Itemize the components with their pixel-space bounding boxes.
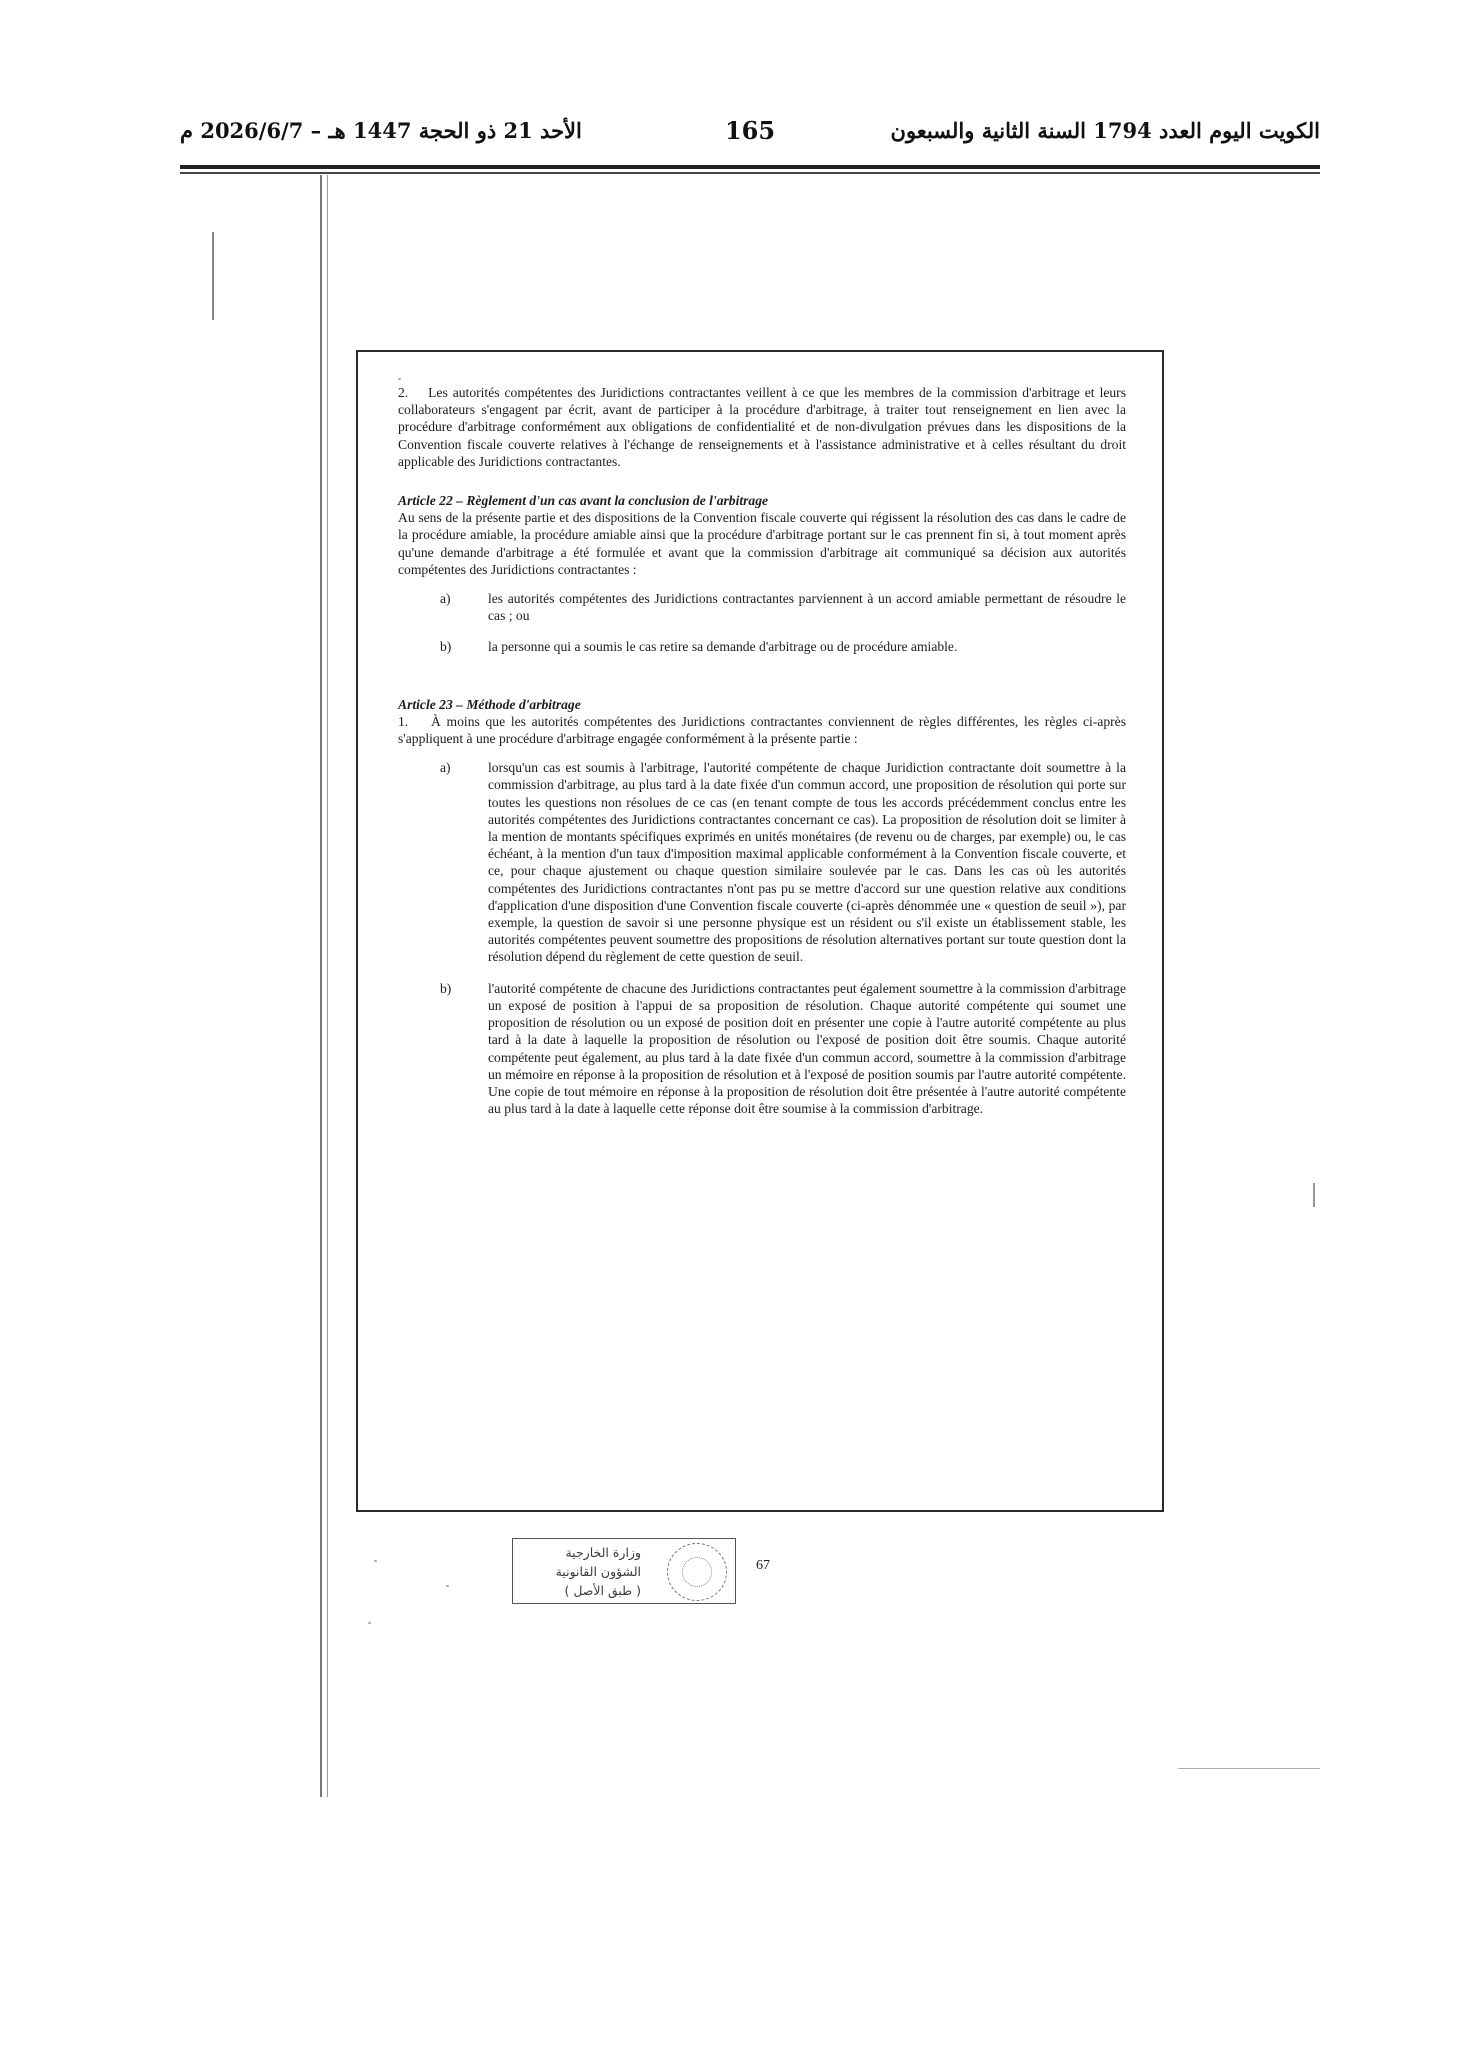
gazette-page-number: 165 [724, 116, 776, 145]
scan-speck [368, 1622, 371, 1624]
article23-title: Article 23 – Méthode d'arbitrage [398, 696, 581, 712]
article23-intro: 1. À moins que les autorités compétentes des Juridictions contractantes conviennent de règles différentes, les règles ci-après s'appliquent à une procédure d'arbitrage engagée conformément à la présente partie : [398, 713, 1126, 747]
gazette-issue: الكويت اليوم العدد 1794 السنة الثانية والسبعون [890, 118, 1320, 143]
list-item [398, 759, 1126, 965]
seal-icon [667, 1543, 727, 1601]
scan-bottom-line [1178, 1768, 1320, 1769]
article21-paragraph-2: 2. Les autorités compétentes des Juridictions contractantes veillent à ce que les membres de la commission d'arbitrage et leurs collaborateurs s'engagent par écrit, avant de participer à la procédure d'arbitrage, à traiter tout renseignement en lien avec la procédure d'arbitrage conformément aux obligations de confidentialité et de non-divulgation prévues dans les dispositions de la Convention fiscale couverte relatives à l'échange de renseignements et à l'assistance administrative et à celles résultant du droit applicable des Juridictions contractantes. [398, 385, 1126, 469]
gazette-date: الأحد 21 ذو الحجة 1447 هـ – 2026/6/7 م [180, 118, 582, 143]
list-item [398, 638, 1126, 655]
list-item-text: les autorités compétentes des Juridictions contractantes parviennent à un accord amiable permettant de résoudre le cas ; ou [488, 591, 1126, 624]
list-item-text: l'autorité compétente de chacune des Juridictions contractantes peut également soumettre à la commission d'arbitrage un exposé de position à l'appui de sa proposition de résolution. Chaque autorité compétente qui soumet une proposition de résolution ou un exposé de position doit en présenter une copie à l'autre autorité compétente au plus tard à la date à laquelle la proposition de résolution ou l'exposé de position doit être soumis. Chaque autorité compétente peut également, au plus tard à la date fixée d'un commun accord, soumettre à la commission d'arbitrage un mémoire en réponse à la proposition de résolution et à l'exposé de position soumis par l'autre autorité compétente. Une copie de tout mémoire en réponse à la proposition de résolution doit être présentée à l'autre autorité compétente au plus tard à la date à laquelle cette réponse doit être soumise à la commission d'arbitrage. [488, 980, 1126, 1117]
scan-edge-line [1313, 1183, 1315, 1207]
scan-speck [374, 1560, 377, 1562]
document-body [398, 384, 1126, 1131]
list-item [398, 980, 1126, 1118]
ministry-stamp [512, 1538, 736, 1604]
stamp-line-department: الشؤون القانونية [555, 1564, 641, 1579]
scan-edge-line [212, 232, 214, 320]
header-rule-thin [180, 172, 1320, 174]
scan-speck [446, 1585, 449, 1587]
list-item [398, 590, 1126, 624]
document-page-number: 67 [756, 1558, 770, 1573]
list-item-label: a) [440, 591, 451, 607]
gazette-header [180, 118, 1320, 158]
stamp-line-ministry: وزارة الخارجية [565, 1545, 641, 1560]
list-item-text: la personne qui a soumis le cas retire sa demande d'arbitrage ou de procédure amiable. [488, 639, 958, 655]
list-item-text: lorsqu'un cas est soumis à l'arbitrage, l'autorité compétente de chaque Juridiction contractante doit soumettre à la commission d'arbitrage, au plus tard à la date fixée d'un commun accord, une proposition de résolution qui porte sur toutes les questions non résolues de ce cas (en tenant compte de tous les accords précédemment conclus entre les autorités compétentes des Juridictions contractantes concernant ce cas). La proposition de résolution doit se limiter à la mention de montants spécifiques exprimés en unités monétaires (de revenu ou de charges, par exemple) ou, le cas échéant, à la mention d'un taux d'imposition maximal applicable conformément à la Convention fiscale couverte, et ce, pour chaque ajustement ou chaque question similaire soulevée par le cas. Dans les cas où les autorités compétentes des Juridictions contractantes n'ont pas pu se mettre d'accord sur une question relative aux conditions d'application d'une disposition d'une Convention fiscale couverte (ci-après dénommée une « question de seuil »), par exemple, la question de savoir si une personne physique est un résident ou s'il existe un établissement stable, les autorités compétentes peuvent soumettre des propositions de résolution alternatives portant sur toute question dont la résolution dépend du règlement de cette question de seuil. [488, 760, 1126, 965]
list-item-label: b) [440, 639, 452, 655]
stamp-text [556, 1543, 641, 1600]
scan-margin-line [327, 175, 328, 1797]
list-item-label: b) [440, 980, 452, 996]
stamp-line-certified: ( طبق الأصل ) [564, 1583, 641, 1598]
header-rule-thick [180, 165, 1320, 169]
article22-title: Article 22 – Règlement d'un cas avant la conclusion de l'arbitrage [398, 493, 769, 509]
list-item-label: a) [440, 760, 451, 776]
article22-intro: Au sens de la présente partie et des dispositions de la Convention fiscale couverte qui régissent la résolution des cas dans le cadre de la procédure amiable, la procédure amiable ainsi que la procédure d'arbitrage portant sur le cas prennent fin si, à tout moment après qu'une demande d'arbitrage a été formulée et avant que la commission d'arbitrage ait communiqué sa décision aux autorités compétentes des Juridictions contractantes : [398, 510, 1126, 577]
scan-margin-line [320, 175, 322, 1797]
